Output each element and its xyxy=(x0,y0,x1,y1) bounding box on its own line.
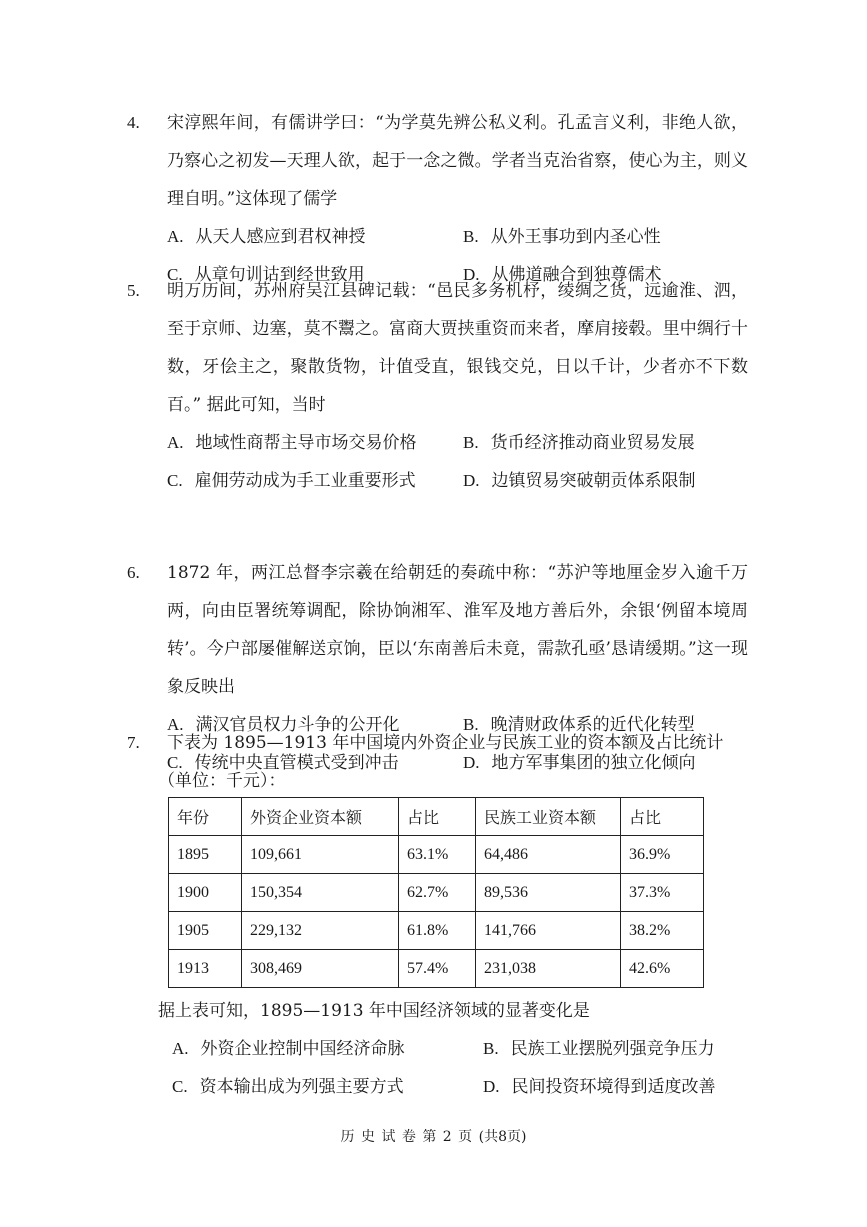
table-row xyxy=(169,836,704,874)
option-c[interactable]: C. 资本输出成为列强主要方式 xyxy=(172,1077,404,1097)
question-follow: 据上表可知，1895—1913 年中国经济领域的显著变化是 xyxy=(158,1001,590,1021)
table-row xyxy=(169,950,704,988)
option-a[interactable]: A. 外资企业控制中国经济命脉 xyxy=(172,1039,405,1059)
question-stem: 明万历间，苏州府吴江县碑记载：“邑民多务机杼，绫绸之货，远逾淮、泗，至于京师、边塞，莫不鬻之。富商大贾挟重资而来者，摩肩接毂。里中绸行十数，牙侩主之，聚散货物，计值受直，银钱交兑，日以千计，少者亦不下数百。” 据此可知，当时 xyxy=(167,281,748,415)
question-number: 5. xyxy=(127,281,140,300)
options-row xyxy=(128,218,748,256)
option-d[interactable]: D. 民间投资环境得到适度改善 xyxy=(483,1077,716,1097)
table-cell: 63.1% xyxy=(399,836,476,874)
table-cell: 36.9% xyxy=(621,836,704,874)
options-row xyxy=(128,424,748,462)
table-cell: 1895 xyxy=(169,836,242,874)
column-header: 年份 xyxy=(169,798,242,836)
option-b[interactable]: B. 民族工业摆脱列强竞争压力 xyxy=(483,1039,715,1059)
question-7 xyxy=(128,724,748,800)
option-d[interactable]: D. 地方军事集团的独立化倾向 xyxy=(463,753,696,773)
capital-table xyxy=(168,797,704,988)
options-row xyxy=(128,462,748,500)
question-number: 7. xyxy=(127,733,140,752)
table-cell: 1913 xyxy=(169,950,242,988)
question-4 xyxy=(128,104,748,294)
option-b[interactable]: B. 货币经济推动商业贸易发展 xyxy=(463,433,695,453)
option-a[interactable]: A. 满汉官员权力斗争的公开化 xyxy=(167,715,400,735)
unit-note: （单位：千元）： xyxy=(158,771,286,791)
table-row xyxy=(169,912,704,950)
table-cell: 1900 xyxy=(169,874,242,912)
column-header: 占比 xyxy=(621,798,704,836)
option-c[interactable]: C. 雇佣劳动成为手工业重要形式 xyxy=(167,471,416,491)
table-cell: 229,132 xyxy=(242,912,399,950)
table-cell: 64,486 xyxy=(476,836,621,874)
table-cell: 57.4% xyxy=(399,950,476,988)
question-number: 4. xyxy=(127,113,140,132)
question-stem: 宋淳熙年间，有儒讲学曰：“为学莫先辨公私义利。孔孟言义利，非绝人欲，乃察心之初发—天理人欲，起于一念之微。学者当克治省察，使心为主，则义理自明。”这体现了儒学 xyxy=(167,113,748,209)
table-cell: 89,536 xyxy=(476,874,621,912)
option-a[interactable]: A. 从天人感应到君权神授 xyxy=(167,227,366,247)
option-c[interactable]: C. 传统中央直管模式受到冲击 xyxy=(167,753,399,773)
column-header: 外资企业资本额 xyxy=(242,798,399,836)
question-5 xyxy=(128,272,748,500)
table-header-row xyxy=(169,798,704,836)
option-d[interactable]: D. 从佛道融合到独尊儒术 xyxy=(463,265,662,285)
table-cell: 1905 xyxy=(169,912,242,950)
options-row xyxy=(128,1068,748,1106)
option-b[interactable]: B. 从外王事功到内圣心性 xyxy=(463,227,661,247)
question-stem: 1872 年，两江总督李宗羲在给朝廷的奏疏中称：“苏沪等地厘金岁入逾千万两，向由臣署统筹调配，除协饷湘军、淮军及地方善后外，余银‘例留本境周转’。今户部屡催解送京饷，臣以‘东南善后未竟，需款孔亟’恳请缓期。”这一现象反映出 xyxy=(167,563,748,697)
option-a[interactable]: A. 地域性商帮主导市场交易价格 xyxy=(167,433,417,453)
option-c[interactable]: C. 从章句训诂到经世致用 xyxy=(167,265,365,285)
table-cell: 61.8% xyxy=(399,912,476,950)
table-row xyxy=(169,874,704,912)
options-row xyxy=(128,1030,748,1068)
table-cell: 141,766 xyxy=(476,912,621,950)
page-footer: 历 史 试 卷 第 2 页 (共8页) xyxy=(340,1129,527,1145)
table-cell: 150,354 xyxy=(242,874,399,912)
column-header: 民族工业资本额 xyxy=(476,798,621,836)
table-cell: 231,038 xyxy=(476,950,621,988)
option-b[interactable]: B. 晚清财政体系的近代化转型 xyxy=(463,715,695,735)
table-cell: 38.2% xyxy=(621,912,704,950)
table-cell: 62.7% xyxy=(399,874,476,912)
table-cell: 308,469 xyxy=(242,950,399,988)
table-cell: 109,661 xyxy=(242,836,399,874)
question-stem: 下表为 1895—1913 年中国境内外资企业与民族工业的资本额及占比统计 xyxy=(167,733,724,753)
table-cell: 42.6% xyxy=(621,950,704,988)
option-d[interactable]: D. 边镇贸易突破朝贡体系限制 xyxy=(463,471,696,491)
table-cell: 37.3% xyxy=(621,874,704,912)
question-7-continued xyxy=(128,992,748,1106)
question-number: 6. xyxy=(127,563,140,582)
column-header: 占比 xyxy=(399,798,476,836)
